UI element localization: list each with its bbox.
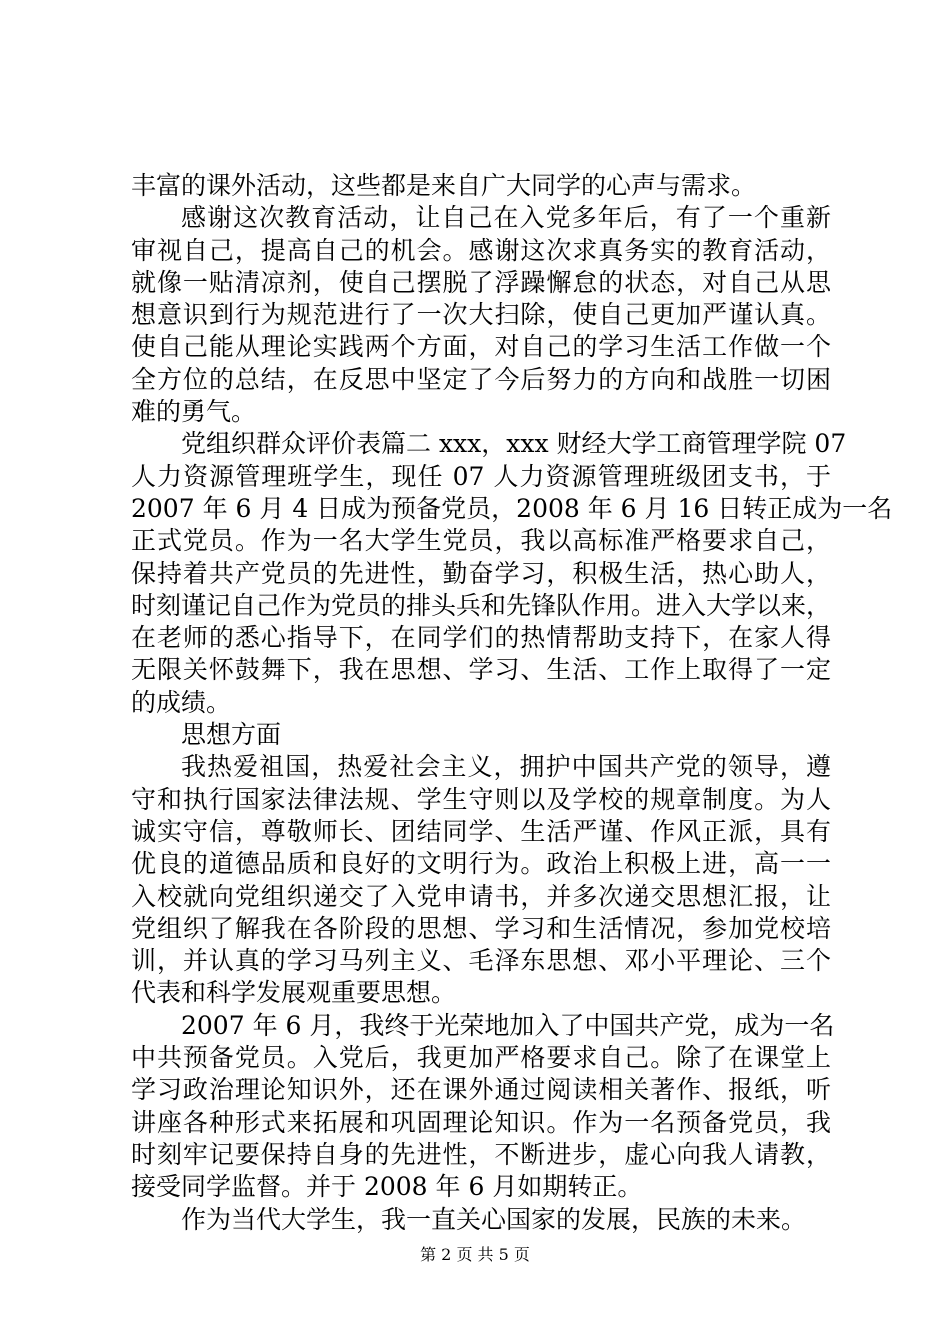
text-line: 优良的道德品质和良好的文明行为。政治上积极上进，高一一 (131, 849, 831, 879)
text-line: 讲座各种形式来拓展和巩固理论知识。作为一名预备党员，我 (131, 1107, 831, 1137)
text-line: 时刻谨记自己作为党员的排头兵和先锋队作用。进入大学以来， (131, 590, 832, 620)
text-line: 中共预备党员。入党后，我更加严格要求自己。除了在课堂上 (131, 1043, 831, 1073)
text-line: 使自己能从理论实践两个方面，对自己的学习生活工作做一个 (131, 332, 831, 362)
text-line: 无限关怀鼓舞下，我在思想、学习、生活、工作上取得了一定 (131, 655, 831, 685)
text-line: 接受同学监督。并于 2008 年 6 月如期转正。 (131, 1172, 643, 1202)
text-line: 入校就向党组织递交了入党申请书，并多次递交思想汇报，让 (131, 881, 831, 911)
text-line: 学习政治理论知识外，还在课外通过阅读相关著作、报纸，听 (131, 1075, 831, 1105)
text-line: 的成绩。 (131, 687, 232, 717)
text-line: 在老师的悉心指导下，在同学们的热情帮助支持下，在家人得 (131, 623, 831, 653)
page-number-label: 第 2 页 共 5 页 (420, 1245, 530, 1264)
text-line: 感谢这次教育活动，让自己在入党多年后，有了一个重新 (181, 203, 831, 233)
text-line: 诚实守信，尊敬师长、团结同学、生活严谨、作风正派，具有 (131, 816, 831, 846)
text-line: 党组织群众评价表篇二 xxx，xxx 财经大学工商管理学院 07 (181, 429, 847, 459)
page-footer (0, 1245, 950, 1265)
text-line: 审视自己，提高自己的机会。感谢这次求真务实的教育活动， (131, 235, 831, 265)
text-line: 训，并认真的学习马列主义、毛泽东思想、邓小平理论、三个 (131, 946, 831, 976)
text-line: 作为当代大学生，我一直关心国家的发展，民族的未来。 (181, 1204, 807, 1234)
text-line: 正式党员。作为一名大学生党员，我以高标准严格要求自己， (131, 526, 831, 556)
text-line: 2007 年 6 月，我终于光荣地加入了中国共产党，成为一名 (181, 1010, 835, 1040)
text-line: 想意识到行为规范进行了一次大扫除，使自己更加严谨认真。 (131, 300, 831, 330)
text-line: 全方位的总结，在反思中坚定了今后努力的方向和战胜一切困 (131, 364, 831, 394)
text-line: 党组织了解我在各阶段的思想、学习和生活情况，参加党校培 (131, 913, 831, 943)
text-line: 丰富的课外活动，这些都是来自广大同学的心声与需求。 (131, 171, 757, 200)
text-line: 就像一贴清凉剂，使自己摆脱了浮躁懈怠的状态，对自己从思 (131, 267, 831, 297)
text-line: 守和执行国家法律法规、学生守则以及学校的规章制度。为人 (131, 784, 831, 814)
text-line: 我热爱祖国，热爱社会主义，拥护中国共产党的领导，遵 (181, 752, 831, 782)
text-line: 难的勇气。 (131, 397, 257, 427)
text-line: 思想方面 (181, 720, 282, 750)
text-line: 时刻牢记要保持自身的先进性，不断进步，虚心向我人请教， (131, 1139, 831, 1169)
text-line: 保持着共产党员的先进性，勤奋学习，积极生活，热心助人， (131, 558, 831, 588)
document-body (131, 170, 893, 1236)
text-line: 人力资源管理班学生，现任 07 人力资源管理班级团支书，于 (131, 461, 831, 491)
text-line: 2007 年 6 月 4 日成为预备党员，2008 年 6 月 16 日转正成为一名 (131, 493, 893, 523)
text-line: 代表和科学发展观重要思想。 (131, 978, 457, 1008)
